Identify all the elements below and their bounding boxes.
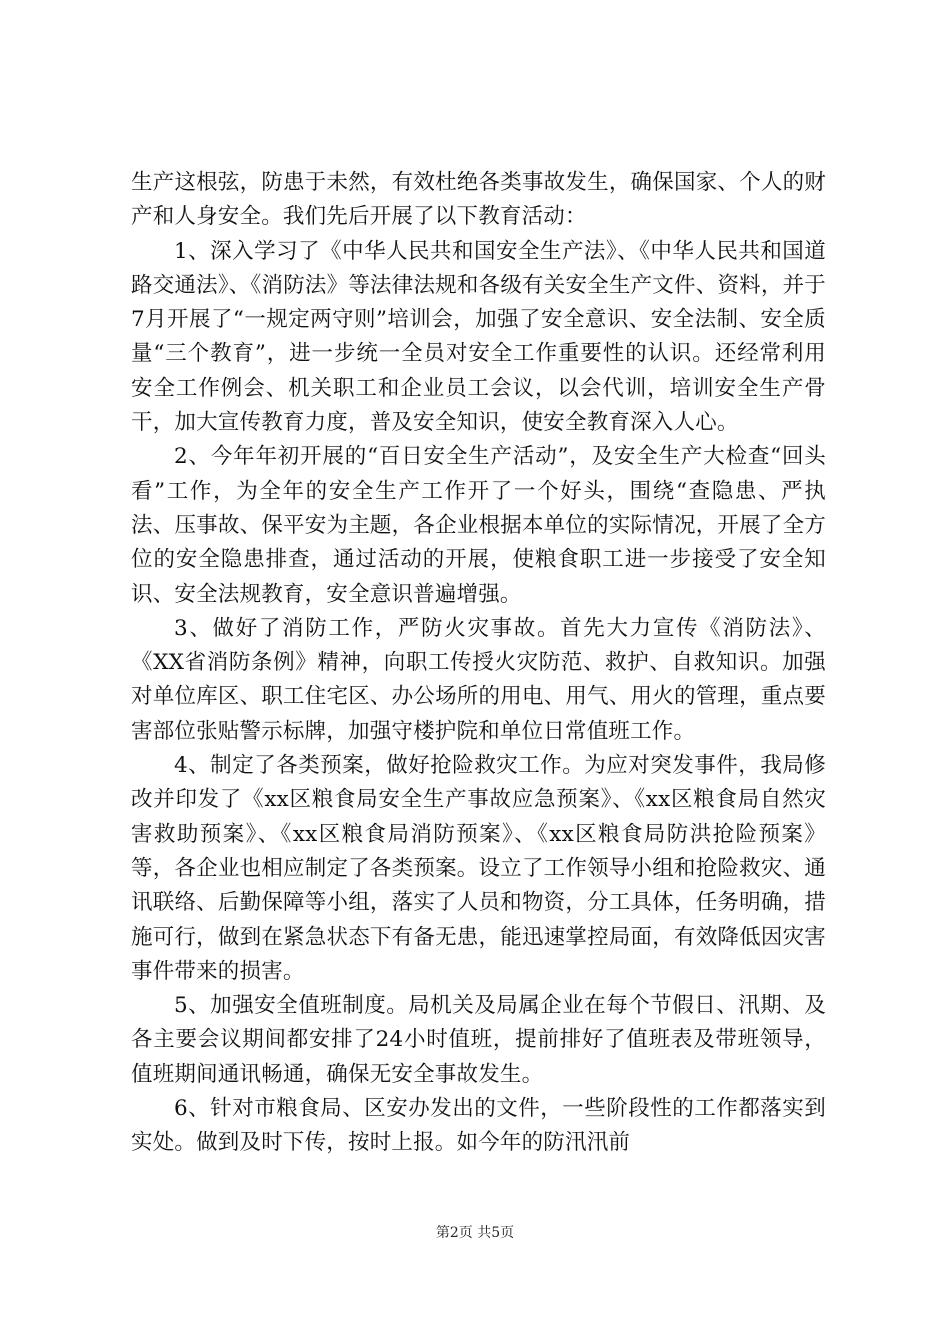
paragraph-item-2: 2、今年年初开展的“百日安全生产活动”，及安全生产大检查“回头看”工作，为全年的安全生产工作开了一个好头，围绕“查隐患、严执法、压事故、保平安为主题，各企业根据本单位的实际情况，开展了全方位的安全隐患排查，通过活动的开展，使粮食职工进一步接受了安全知识、安全法规教育，安全意识普遍增强。: [131, 444, 826, 607]
page-number-footer: 第2页 共5页: [435, 1225, 515, 1241]
paragraph-continuation: 生产这根弦，防患于未然，有效杜绝各类事故发生，确保国家、个人的财产和人身安全。我们先后开展了以下教育活动：: [131, 170, 826, 230]
document-body: [131, 166, 826, 1161]
paragraph-item-5: 5、加强安全值班制度。局机关及局属企业在每个节假日、汛期、及各主要会议期间都安排了24小时值班，提前排好了值班表及带班领导，值班期间通讯畅通，确保无安全事故发生。: [131, 993, 826, 1087]
paragraph-item-3: 3、做好了消防工作，严防火灾事故。首先大力宣传《消防法》、《XX省消防条例》精神，向职工传授火灾防范、救护、自救知识。加强对单位库区、职工住宅区、办公场所的用电、用气、用火的管理，重点要害部位张贴警示标牌，加强守楼护院和单位日常值班工作。: [131, 615, 826, 744]
paragraph-item-1: 1、深入学习了《中华人民共和国安全生产法》、《中华人民共和国道路交通法》、《消防法》等法律法规和各级有关安全生产文件、资料，并于7月开展了“一规定两守则”培训会，加强了安全意识、安全法制、安全质量“三个教育”，进一步统一全员对安全工作重要性的认识。还经常利用安全工作例会、机关职工和企业员工会议，以会代训，培训安全生产骨干，加大宣传教育力度，普及安全知识，使安全教育深入人心。: [131, 238, 826, 436]
paragraph-item-4: 4、制定了各类预案，做好抢险救灾工作。为应对突发事件，我局修改并印发了《xx区粮食局安全生产事故应急预案》、《xx区粮食局自然灾害救助预案》、《xx区粮食局消防预案》、《xx区粮食局防洪抢险预案》等，各企业也相应制定了各类预案。设立了工作领导小组和抢险救灾、通讯联络、后勤保障等小组，落实了人员和物资，分工具体，任务明确，措施可行，做到在紧急状态下有备无患，能迅速掌控局面，有效降低因灾害事件带来的损害。: [131, 753, 826, 984]
paragraph-item-6: 6、针对市粮食局、区安办发出的文件，一些阶段性的工作都落实到实处。做到及时下传，按时上报。如今年的防汛汛前: [131, 1096, 826, 1156]
